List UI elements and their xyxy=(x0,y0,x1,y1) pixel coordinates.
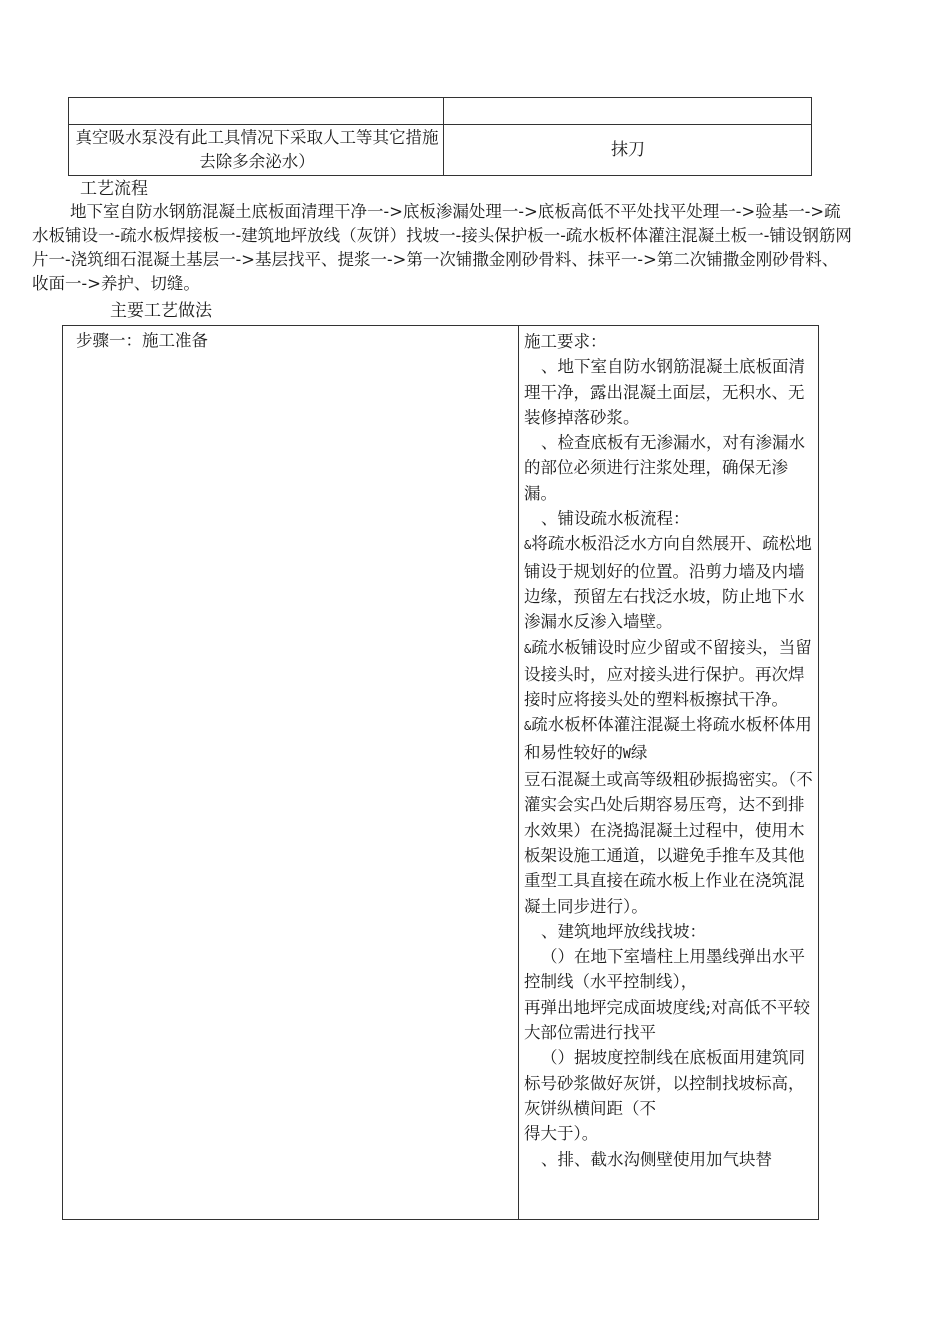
subitem-text: 将疏水板沿泛水方向自然展开、疏松地铺设于规划好的位置。沿剪力墙及内墙边缘，预留左右找泛水坡，防止地下水渗漏水反渗入墙壁。 xyxy=(524,534,812,632)
process-table xyxy=(62,325,819,1220)
table-cell: 真空吸水泵没有此工具情况下采取人工等其它措施去除多余泌水） xyxy=(75,128,439,171)
requirements-cell xyxy=(524,329,816,1172)
section-heading: 主要工艺做法 xyxy=(110,301,212,321)
requirement-subitem: （）在地下室墙柱上用墨线弹出水平控制线（水平控制线）， xyxy=(524,947,805,992)
table-divider xyxy=(443,98,444,175)
process-flow-paragraph: 地下室自防水钢筋混凝土底板面清理干净一->底板渗漏处理一->底板高低不平处找平处理一->验基一->疏水板铺设一-疏水板焊接板一-建筑地坪放线（灰饼）找坡一-接头保护板一-疏水板杯体灌注混凝土板一-铺设钢筋网片一-浇筑细石混凝土基层一->基层找平、提浆一->第一次铺撒金刚砂骨料、抹平一->第二次铺撒金刚砂骨料、收面一->养护、切缝。 xyxy=(32,202,852,293)
requirement-item: 、建筑地坪放线找坡： xyxy=(541,921,706,941)
bullet-mark: & xyxy=(524,641,532,656)
requirement-subitem: 豆石混凝土或高等级粗砂振捣密实。（不灌实会实凸处后期容易压弯，达不到排水效果）在浇捣混凝土过程中，使用木板架设施工通道，以避免手推车及其他重型工具直接在疏水板上作业在浇筑混凝土同步进行）。 xyxy=(524,770,813,916)
table-cell: 抹刀 xyxy=(611,140,645,160)
subitem-text: W xyxy=(623,746,631,762)
section-heading: 工艺流程 xyxy=(80,179,148,199)
requirement-item: 、铺设疏水板流程： xyxy=(541,509,690,529)
step-title: 步骤一：施工准备 xyxy=(76,331,208,350)
bullet-mark: & xyxy=(524,538,532,553)
table-divider xyxy=(69,124,811,125)
requirement-item: 、排、截水沟侧壁使用加气块替 xyxy=(541,1149,772,1169)
bullet-mark: & xyxy=(524,719,532,734)
table-divider xyxy=(518,326,519,1219)
requirement-subitem: 再弹出地坪完成面坡度线;对高低不平较大部位需进行找平 xyxy=(524,997,811,1043)
requirement-subitem: （）据坡度控制线在底板面用建筑同标号砂浆做好灰饼，以控制找坡标高，灰饼纵横间距（不 xyxy=(524,1048,805,1118)
requirement-subitem xyxy=(524,531,816,634)
top-table xyxy=(68,97,812,176)
requirement-subitem xyxy=(524,635,816,713)
subitem-text: 绿 xyxy=(630,742,648,762)
requirements-title: 施工要求： xyxy=(524,332,607,351)
subitem-text: 疏水板杯体灌注混凝土将疏水板杯体用和易性较好的 xyxy=(524,715,812,762)
requirement-subitem: 得大于）。 xyxy=(524,1124,599,1144)
requirement-item: 、地下室自防水钢筋混凝土底板面清理干净，露出混凝土面层，无积水、无装修掉落砂浆。 xyxy=(524,357,805,427)
requirement-subitem xyxy=(524,712,816,767)
subitem-text: 疏水板铺设时应少留或不留接头，当留设接头时，应对接头进行保护。再次焊接时应将接头处的塑料板擦拭干净。 xyxy=(524,637,812,710)
requirement-item: 、检查底板有无渗漏水，对有渗漏水的部位必须进行注浆处理，确保无渗漏。 xyxy=(524,433,805,503)
